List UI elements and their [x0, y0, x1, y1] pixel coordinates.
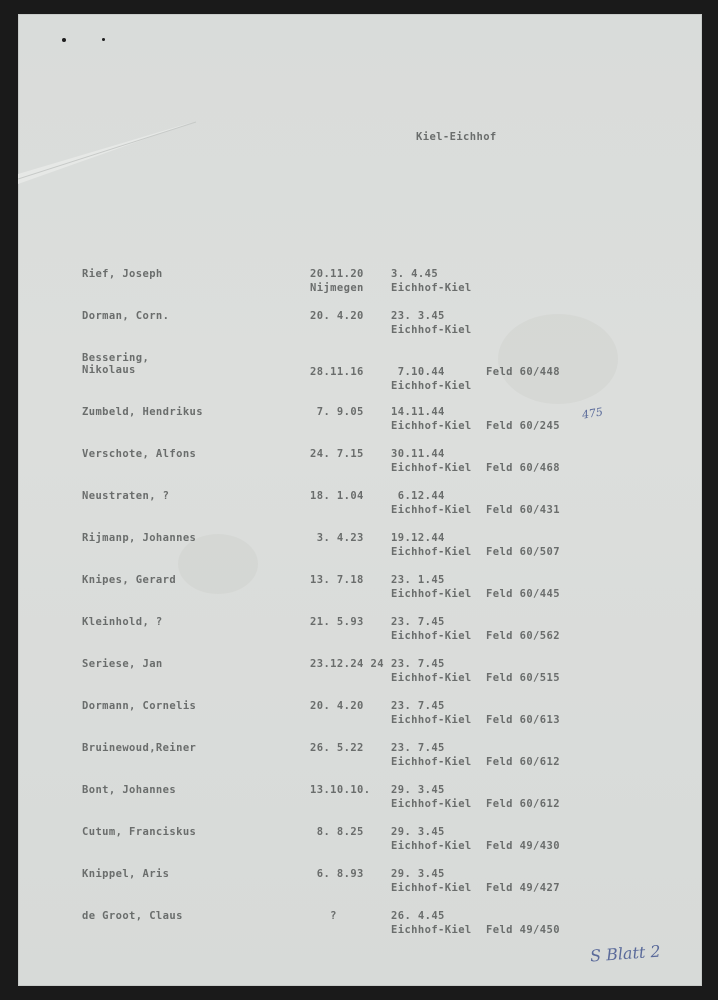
grave-location: Feld 60/431	[486, 504, 560, 516]
death-date: 7.10.44	[391, 366, 445, 378]
death-date: 23. 7.45	[391, 742, 445, 754]
grave-location: Feld 60/448	[486, 366, 560, 378]
person-name: Zumbeld, Hendrikus	[82, 406, 203, 418]
register-entry	[18, 268, 702, 304]
birth-date: 20.11.20	[310, 268, 364, 280]
grave-location: Feld 49/427	[486, 882, 560, 894]
register-entry	[18, 490, 702, 526]
death-place: Eichhof-Kiel	[391, 546, 472, 558]
handwritten-sheet-number: S Blatt 2	[589, 941, 662, 966]
death-date: 29. 3.45	[391, 826, 445, 838]
person-name: de Groot, Claus	[82, 910, 183, 922]
birth-date: 13.10.10.	[310, 784, 371, 796]
register-entry	[18, 784, 702, 820]
birth-date: 13. 7.18	[310, 574, 364, 586]
register-entry	[18, 616, 702, 652]
death-place: Eichhof-Kiel	[391, 420, 472, 432]
person-name: Knipes, Gerard	[82, 574, 177, 586]
grave-location: Feld 60/468	[486, 462, 560, 474]
birth-date: 8. 8.25	[310, 826, 364, 838]
death-place: Eichhof-Kiel	[391, 462, 472, 474]
grave-location: Feld 60/613	[486, 714, 560, 726]
birth-place: Nijmegen	[310, 282, 364, 294]
death-date: 30.11.44	[391, 448, 445, 460]
death-place: Eichhof-Kiel	[391, 324, 472, 336]
register-entry	[18, 826, 702, 862]
person-name: Bruinewoud,Reiner	[82, 742, 197, 754]
register-entry	[18, 448, 702, 484]
death-date: 3. 4.45	[391, 268, 439, 280]
person-name: Cutum, Franciskus	[82, 826, 197, 838]
register-entry	[18, 352, 702, 392]
death-place: Eichhof-Kiel	[391, 714, 472, 726]
handwritten-correction: 475	[581, 405, 604, 422]
grave-location: Feld 60/245	[486, 420, 560, 432]
document-page	[18, 14, 702, 986]
birth-date: 18. 1.04	[310, 490, 364, 502]
death-date: 23. 1.45	[391, 574, 445, 586]
register-entry	[18, 910, 702, 946]
death-date: 29. 3.45	[391, 784, 445, 796]
person-name: Bont, Johannes	[82, 784, 177, 796]
grave-location: Feld 60/612	[486, 756, 560, 768]
death-place: Eichhof-Kiel	[391, 282, 472, 294]
register-entry	[18, 742, 702, 778]
death-date: 19.12.44	[391, 532, 445, 544]
grave-location: Feld 49/450	[486, 924, 560, 936]
death-place: Eichhof-Kiel	[391, 672, 472, 684]
grave-location: Feld 60/445	[486, 588, 560, 600]
birth-date: 26. 5.22	[310, 742, 364, 754]
person-name: Knippel, Aris	[82, 868, 170, 880]
birth-date: 6. 8.93	[310, 868, 364, 880]
death-date: 23. 7.45	[391, 658, 445, 670]
death-place: Eichhof-Kiel	[391, 380, 472, 392]
death-date: 26. 4.45	[391, 910, 445, 922]
register-entry	[18, 658, 702, 694]
register-entry	[18, 310, 702, 346]
death-place: Eichhof-Kiel	[391, 756, 472, 768]
death-date: 23. 7.45	[391, 616, 445, 628]
death-date: 23. 3.45	[391, 310, 445, 322]
register-entry	[18, 574, 702, 610]
grave-location: Feld 49/430	[486, 840, 560, 852]
grave-location: Feld 60/562	[486, 630, 560, 642]
grave-location: Feld 60/515	[486, 672, 560, 684]
punch-hole-right	[102, 38, 105, 41]
person-name: Rief, Joseph	[82, 268, 163, 280]
death-place: Eichhof-Kiel	[391, 504, 472, 516]
birth-date: 7. 9.05	[310, 406, 364, 418]
death-date: 6.12.44	[391, 490, 445, 502]
document-title: Kiel-Eichhof	[416, 131, 497, 143]
person-name: Dorman, Corn.	[82, 310, 170, 322]
person-name: Kleinhold, ?	[82, 616, 163, 628]
person-name: Rijmanp, Johannes	[82, 532, 197, 544]
death-place: Eichhof-Kiel	[391, 798, 472, 810]
person-name: Neustraten, ?	[82, 490, 170, 502]
birth-date: 23.12.24 24	[310, 658, 384, 670]
death-place: Eichhof-Kiel	[391, 588, 472, 600]
grave-location: Feld 60/612	[486, 798, 560, 810]
person-name: Verschote, Alfons	[82, 448, 197, 460]
register-entry	[18, 868, 702, 904]
death-place: Eichhof-Kiel	[391, 924, 472, 936]
register-entry	[18, 532, 702, 568]
birth-date: 24. 7.15	[310, 448, 364, 460]
death-place: Eichhof-Kiel	[391, 840, 472, 852]
person-name: Dormann, Cornelis	[82, 700, 197, 712]
grave-location: Feld 60/507	[486, 546, 560, 558]
death-date: 23. 7.45	[391, 700, 445, 712]
register-entry	[18, 700, 702, 736]
punch-hole-left	[62, 38, 66, 42]
birth-date: 21. 5.93	[310, 616, 364, 628]
death-date: 14.11.44	[391, 406, 445, 418]
birth-date: 28.11.16	[310, 366, 364, 378]
death-place: Eichhof-Kiel	[391, 882, 472, 894]
death-place: Eichhof-Kiel	[391, 630, 472, 642]
birth-date: ?	[310, 910, 337, 922]
person-name: Bessering, Nikolaus	[82, 352, 150, 376]
birth-date: 20. 4.20	[310, 700, 364, 712]
birth-date: 20. 4.20	[310, 310, 364, 322]
person-name: Seriese, Jan	[82, 658, 163, 670]
death-date: 29. 3.45	[391, 868, 445, 880]
birth-date: 3. 4.23	[310, 532, 364, 544]
